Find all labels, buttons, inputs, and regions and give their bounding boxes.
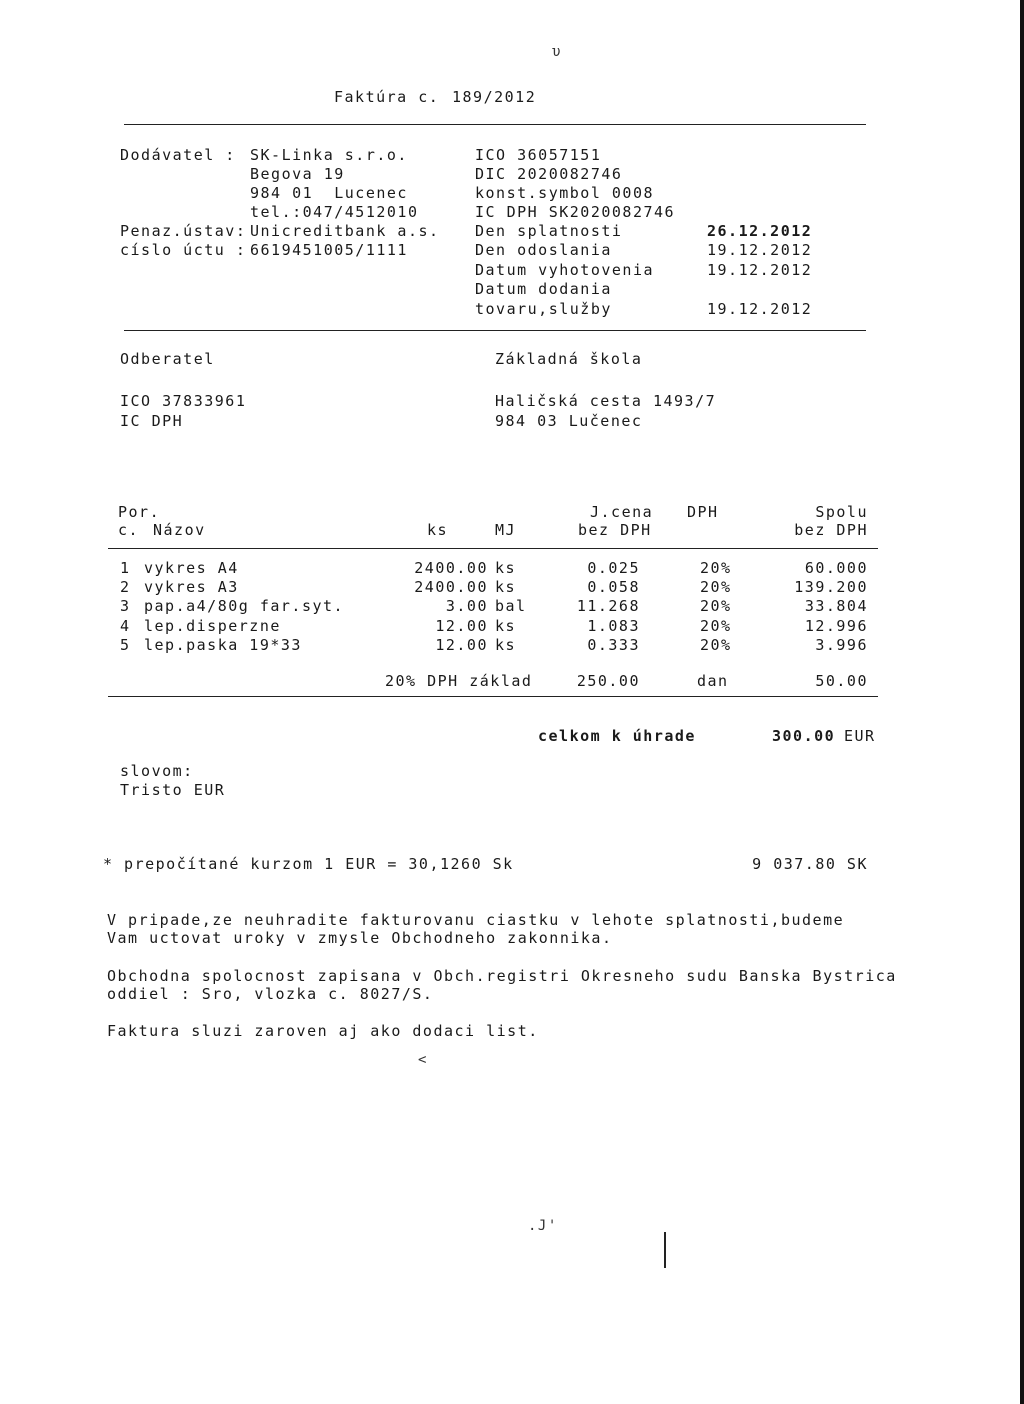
note-line: V pripade,ze neuhradite fakturovanu ciastku v lehote splatnosti,budeme	[107, 911, 845, 929]
scan-edge	[1020, 0, 1024, 1404]
date-label-delivery-2: tovaru,služby	[475, 300, 612, 318]
row-number: 4	[120, 617, 131, 635]
header-jcena: J.cena	[590, 503, 654, 521]
note-line: oddiel : Sro, vlozka c. 8027/S.	[107, 985, 434, 1003]
row-price: 0.333	[587, 636, 640, 654]
scan-mark-bottom: .J'	[528, 1218, 558, 1234]
row-total: 33.804	[804, 597, 868, 615]
row-price: 0.058	[587, 578, 640, 596]
row-name: vykres A4	[144, 559, 239, 577]
divider-summary	[108, 696, 878, 697]
customer-street: Haličská cesta 1493/7	[495, 392, 717, 410]
scan-mark-mid: <	[418, 1052, 428, 1068]
customer-ico: ICO 37833961	[120, 392, 247, 410]
account-number: 6619451005/1111	[250, 241, 408, 259]
header-spolu: Spolu	[815, 503, 868, 521]
row-total: 12.996	[804, 617, 868, 635]
konst-symbol: konst.symbol 0008	[475, 184, 655, 202]
date-label-issued: Datum vyhotovenia	[475, 261, 655, 279]
header-ks: ks	[427, 521, 449, 539]
row-name: lep.disperzne	[144, 617, 281, 635]
row-name: lep.paska 19*33	[144, 636, 302, 654]
row-unit: ks	[495, 636, 517, 654]
date-value-issued: 19.12.2012	[707, 261, 813, 279]
supplier-ico: ICO 36057151	[475, 146, 602, 164]
row-vat: 20%	[700, 559, 732, 577]
row-unit: ks	[495, 578, 517, 596]
row-unit: ks	[495, 617, 517, 635]
supplier-label: Dodávatel :	[120, 146, 236, 164]
invoice-number: 189/2012	[452, 88, 537, 106]
customer-name: Základná škola	[495, 350, 643, 368]
bank-name: Unicreditbank a.s.	[250, 222, 440, 240]
supplier-tel: tel.:047/4512010	[250, 203, 419, 221]
header-spolu-2: bez DPH	[794, 521, 868, 539]
row-total: 3.996	[815, 636, 868, 654]
row-qty: 12.00	[435, 636, 488, 654]
header-por-c: c.	[118, 521, 140, 539]
date-value-sent: 19.12.2012	[707, 241, 813, 259]
row-number: 2	[120, 578, 131, 596]
supplier-city: 984 01 Lucenec	[250, 184, 408, 202]
vat-base-value: 250.00	[576, 672, 640, 690]
header-nazov: Názov	[153, 521, 206, 539]
vat-base-label: 20% DPH základ	[385, 672, 533, 690]
date-label-due: Den splatnosti	[475, 222, 623, 240]
note-line: Obchodna spolocnost zapisana v Obch.registri Okresneho sudu Banska Bystrica	[107, 967, 897, 985]
row-unit: ks	[495, 559, 517, 577]
row-number: 1	[120, 559, 131, 577]
date-label-sent: Den odoslania	[475, 241, 612, 259]
total-label: celkom k úhrade	[538, 727, 696, 745]
row-vat: 20%	[700, 617, 732, 635]
scan-mark-top: υ	[552, 44, 562, 60]
row-number: 5	[120, 636, 131, 654]
header-jcena-2: bez DPH	[578, 521, 652, 539]
table-header-divider	[108, 548, 878, 549]
header-dph: DPH	[687, 503, 719, 521]
customer-city: 984 03 Lučenec	[495, 412, 643, 430]
supplier-name: SK-Linka s.r.o.	[250, 146, 408, 164]
row-unit: bal	[495, 597, 527, 615]
date-label-delivery: Datum dodania	[475, 280, 612, 298]
total-currency: EUR	[844, 727, 876, 745]
scan-stroke	[664, 1232, 666, 1268]
row-qty: 2400.00	[414, 559, 488, 577]
row-vat: 20%	[700, 636, 732, 654]
row-name: pap.a4/80g far.syt.	[144, 597, 345, 615]
row-price: 11.268	[576, 597, 640, 615]
supplier-ic-dph: IC DPH SK2020082746	[475, 203, 676, 221]
header-por: Por.	[118, 503, 161, 521]
invoice-title-label: Faktúra c.	[334, 88, 440, 106]
row-price: 0.025	[587, 559, 640, 577]
customer-label: Odberatel	[120, 350, 215, 368]
note-line: Faktura sluzi zaroven aj ako dodaci list.	[107, 1022, 539, 1040]
row-vat: 20%	[700, 597, 732, 615]
date-value-due: 26.12.2012	[707, 222, 813, 240]
total-value: 300.00	[772, 727, 836, 745]
row-qty: 12.00	[435, 617, 488, 635]
date-value-delivery: 19.12.2012	[707, 300, 813, 318]
row-qty: 3.00	[445, 597, 488, 615]
customer-ic-dph: IC DPH	[120, 412, 184, 430]
note-line: Vam uctovat uroky v zmysle Obchodneho zakonnika.	[107, 929, 613, 947]
divider-top	[124, 124, 866, 125]
conversion-value: 9 037.80 SK	[752, 855, 868, 873]
header-mj: MJ	[495, 521, 517, 539]
vat-tax-value: 50.00	[815, 672, 868, 690]
row-price: 1.083	[587, 617, 640, 635]
row-number: 3	[120, 597, 131, 615]
row-qty: 2400.00	[414, 578, 488, 596]
supplier-dic: DIC 2020082746	[475, 165, 623, 183]
row-name: vykres A3	[144, 578, 239, 596]
bank-label: Penaz.ústav:	[120, 222, 247, 240]
divider-2	[124, 330, 866, 331]
words-value: Tristo EUR	[120, 781, 226, 799]
conversion-label: * prepočítané kurzom 1 EUR = 30,1260 Sk	[103, 855, 514, 873]
row-total: 60.000	[804, 559, 868, 577]
account-label: císlo úctu :	[120, 241, 247, 259]
row-total: 139.200	[794, 578, 868, 596]
words-label: slovom:	[120, 762, 194, 780]
vat-tax-label: dan	[697, 672, 729, 690]
row-vat: 20%	[700, 578, 732, 596]
supplier-street: Begova 19	[250, 165, 345, 183]
